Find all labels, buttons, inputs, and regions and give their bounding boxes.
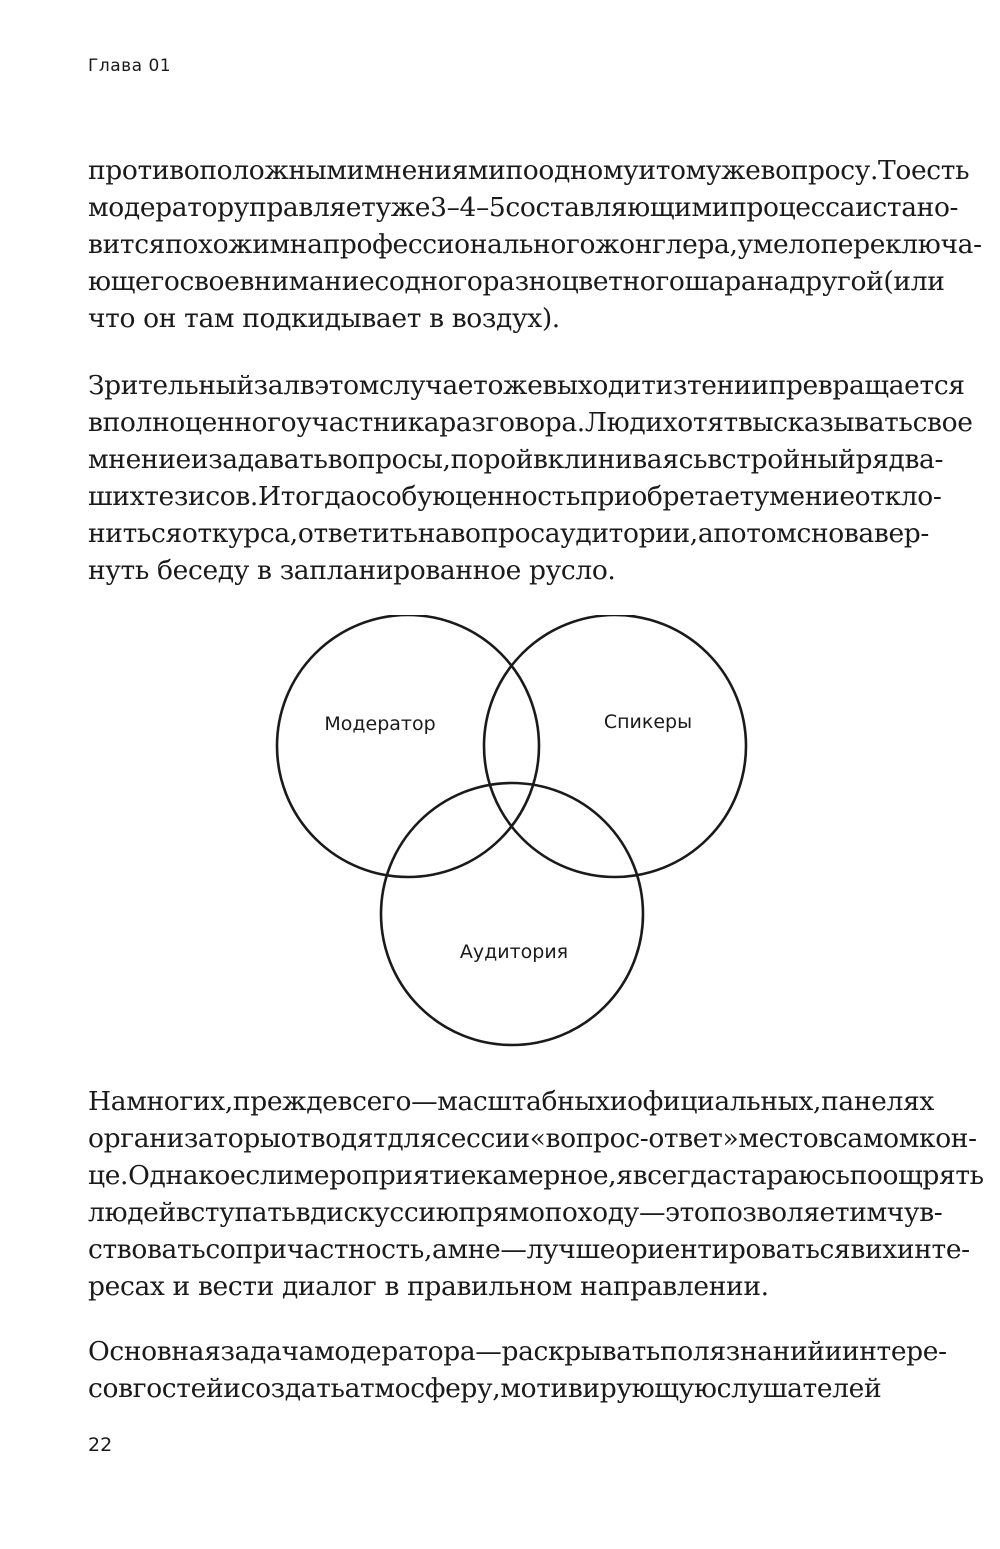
text-line: ресах и вести диалог в правильном направлении. bbox=[88, 1271, 769, 1302]
text-line: Намногих,преждевсего—масштабныхиофициальных,панелях bbox=[88, 1086, 934, 1117]
paragraph-3 bbox=[88, 1083, 984, 1305]
text-line: вполноценногоучастникаразговора.Людихотятвысказыватьсвое bbox=[88, 407, 973, 438]
label-speakers: Спикеры bbox=[603, 711, 693, 733]
text-line: нуть беседу в запланированное русло. bbox=[88, 555, 616, 586]
label-moderator: Модератор bbox=[324, 713, 436, 735]
text-line: модераторуправляетуже3–4–5составляющимипроцессаистано- bbox=[88, 192, 959, 223]
text-line: что он там подкидывает в воздух). bbox=[88, 303, 560, 334]
running-head: Глава 01 bbox=[88, 56, 172, 76]
paragraph-4 bbox=[88, 1333, 947, 1407]
page-number: 22 bbox=[88, 1434, 113, 1456]
text-line: Зрительныйзалвэтомслучаетожевыходитизтениипревращается bbox=[88, 370, 965, 401]
paragraph-2 bbox=[88, 367, 973, 589]
text-line: совгостейисоздатьатмосферу,мотивирующуюслушателей bbox=[88, 1373, 882, 1404]
circle-speakers bbox=[484, 615, 746, 877]
text-line: ющегосвоевниманиесодногоразноцветногошаранадругой(или bbox=[88, 266, 945, 297]
text-line: людейвступатьвдискуссиюпрямопоходу—этопозволяетимчув- bbox=[88, 1197, 943, 1228]
label-audience: Аудитория bbox=[459, 941, 569, 963]
text-line: шихтезисов.Итогдаособуюценностьприобретаетумениеоткло- bbox=[88, 481, 942, 512]
text-line: це.Однакоеслимероприятиекамерное,явсегдастараюсьпоощрять bbox=[88, 1160, 984, 1191]
text-line: ствоватьсопричастность,амне—лучшеориентироватьсявихинте- bbox=[88, 1234, 970, 1265]
text-line: нитьсяоткурса,ответитьнавопросаудитории,апотомсновавер- bbox=[88, 518, 930, 549]
text-line: мнениеизадаватьвопросы,поройвклиниваясьвстройныйрядва- bbox=[88, 444, 944, 475]
circle-moderator bbox=[277, 615, 539, 877]
text-line: Основнаязадачамодератора—раскрыватьполязнанийиинтере- bbox=[88, 1336, 947, 1367]
text-line: организаторыотводятдлясессии«вопрос-ответ»местовсамомкон- bbox=[88, 1123, 977, 1154]
text-line: витсяпохожимнапрофессиональногожонглера,умелопереключа- bbox=[88, 229, 982, 260]
paragraph-1 bbox=[88, 152, 982, 337]
venn-diagram bbox=[260, 615, 780, 1065]
circle-audience bbox=[381, 783, 643, 1045]
text-line: противоположнымимнениямипоодномуитомужевопросу.Тоесть bbox=[88, 155, 970, 186]
